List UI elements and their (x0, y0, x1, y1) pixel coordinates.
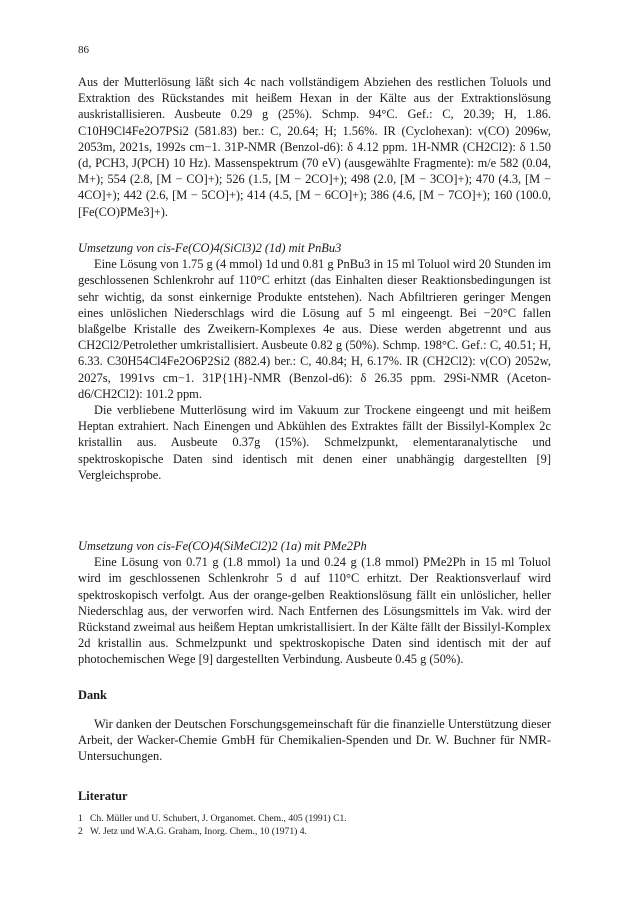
section-1-title-suffix: (1d) mit PnBu3 (261, 241, 342, 255)
reference-number: 2 (78, 826, 83, 837)
page-number: 86 (78, 44, 89, 56)
section-1-title-formula: cis-Fe(CO)4(SiCl3)2 (157, 241, 262, 255)
reference-number: 1 (78, 813, 83, 824)
section-2-para-1: Eine Lösung von 0.71 g (1.8 mmol) 1a und 0.24 g (1.8 mmol) PMe2Ph in 15 ml Toluol wird im geschlossenen Schlenkrohr 5 d auf 110°C erhitzt. Der Reaktionsverlauf wird spektroskopisch verfolgt. Aus der orange-gelben Reaktionslösung fällt ein unlöslicher, heller Niederschlag aus, der verworfen wird. Nach Entfernen des Lösungsmittels im Vak. wird der Rückstand zweimal aus heißem Heptan umkristallisiert. In der Kälte fällt der Bissilyl-Komplex 2d kristallin aus. Schmelzpunkt und spektroskopische Daten sind identisch mit der auf photochemischen Wege [9] dargestellten Verbindung. Ausbeute 0.45 g (50%). (78, 555, 551, 667)
section-1-title-prefix: Umsetzung von (78, 241, 158, 255)
intro-paragraph (78, 74, 551, 220)
reference-item (78, 812, 558, 825)
section-2-title-suffix: (1a) mit PMe2Ph (277, 539, 367, 553)
section-2 (78, 538, 551, 668)
dank-text: Wir danken der Deutschen Forschungsgemeinschaft für die finanzielle Unterstützung dieser Arbeit, der Wacker-Chemie GmbH für Chemikalien-Spenden und Dr. W. Buchner für NMR-Untersuchungen. (78, 717, 551, 764)
section-1 (78, 240, 551, 483)
dank-heading: Dank (78, 688, 107, 702)
reference-list (78, 812, 558, 838)
section-1-title (78, 240, 551, 256)
section-1-para-1: Eine Lösung von 1.75 g (4 mmol) 1d und 0.81 g PnBu3 in 15 ml Toluol wird 20 Stunden im geschlossenen Schlenkrohr auf 110°C erhitzt (das Einhalten dieser Reaktionsbedingungen ist sehr wichtig, da sonst einkernige Produkte entstehen). Nach Abfiltrieren geringer Mengen eines unlöslichen Niederschlags wird die Lösung auf 5 ml eingeengt. Bei −20°C fallen blaßgelbe Kristalle des Zweikern-Komplexes 4e aus. Diese werden abgetrennt und aus CH2Cl2/Petrolether umkristallisiert. Ausbeute 0.82 g (50%). Schmp. 198°C. Gef.: C, 40.51; H, 6.33. C30H54Cl4Fe2O6P2Si2 (882.4) ber.: C, 40.84; H, 6.17%. IR (CH2Cl2): ν(CO) 2052w, 2027s, 1991vs cm−1. 31P{1H}-NMR (Benzol-d6): δ 26.35 ppm. 29Si-NMR (Aceton-d6/CH2Cl2): 101.2 ppm. (78, 257, 552, 401)
literatur-heading: Literatur (78, 789, 128, 803)
reference-text: Ch. Müller und U. Schubert, J. Organomet. Chem., 405 (1991) C1. (90, 813, 347, 824)
section-2-title-formula: cis-Fe(CO)4(SiMeCl2)2 (157, 539, 278, 553)
reference-item (78, 825, 558, 838)
dank-section (78, 716, 551, 765)
intro-text: Aus der Mutterlösung läßt sich 4c nach vollständigem Abziehen des restlichen Toluols und Extraktion des Rückstandes mit heißem Hexan in der Kälte aus der Extraktionslösung auskristallisieren. Ausbeute 0.29 g (25%). Schmp. 94°C. Gef.: C, 20.39; H, 1.86. C10H9Cl4Fe2O7PSi2 (581.83) ber.: C, 20.64; H; 1.56%. IR (Cyclohexan): ν(CO) 2096w, 2053m, 2021s, 1992s cm−1. 31P-NMR (Benzol-d6): δ 4.12 ppm. 1H-NMR (CH2Cl2): δ 1.50 (d, PCH3, J(PCH) 10 Hz). Massenspektrum (70 eV) (ausgewählte Fragmente): m/e 582 (0.04, M+); 554 (2.8, [M − CO]+); 526 (1.5, [M − 2CO]+); 498 (2.0, [M − 3CO]+); 470 (4.3, [M − 4CO]+); 442 (2.6, [M − 5CO]+); 414 (4.5, [M − 6CO]+); 386 (4.6, [M − 7CO]+); 160 (100.0, [Fe(CO)PMe3]+). (78, 75, 551, 219)
reference-text: W. Jetz und W.A.G. Graham, Inorg. Chem., 10 (1971) 4. (90, 826, 307, 837)
section-1-para-2: Die verbliebene Mutterlösung wird im Vakuum zur Trockene eingeengt und mit heißem Heptan extrahiert. Nach Einengen und Abkühlen des Extraktes fällt der Bissilyl-Komplex 2c kristallin aus. Ausbeute 0.37g (15%). Schmelzpunkt, elementaranalytische und spektroskopische Daten sind identisch mit denen einer unabhängig dargestellten [9] Vergleichsprobe. (78, 403, 551, 482)
section-2-title-prefix: Umsetzung von (78, 539, 158, 553)
section-2-title (78, 538, 551, 554)
